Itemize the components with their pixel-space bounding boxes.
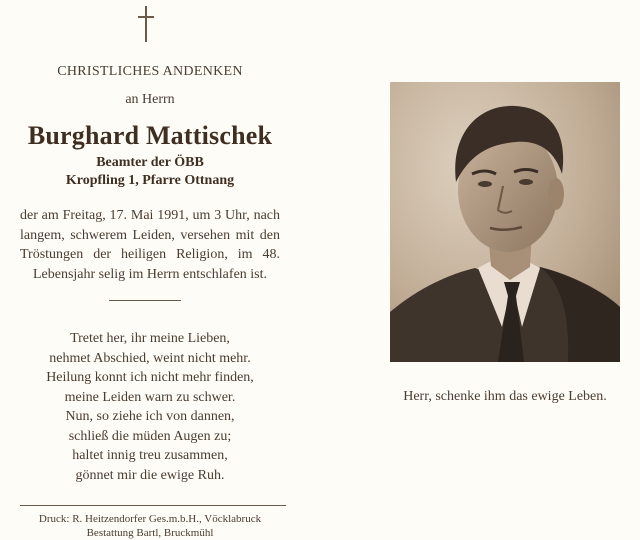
memorial-card-text <box>0 0 300 539</box>
divider <box>109 300 181 301</box>
footer-rule <box>20 505 286 506</box>
portrait-photo <box>390 82 620 362</box>
poem-line: meine Leiden warn zu schwer. <box>64 389 236 405</box>
printer-credit <box>0 512 300 540</box>
funeral-home-line: Bestattung Bartl, Bruckmühl <box>86 527 214 539</box>
cross-icon <box>135 6 157 42</box>
printer-line: Druck: R. Heitzendorfer Ges.m.b.H., Vöcklabruck <box>38 513 262 525</box>
occupation-line: Beamter der ÖBB <box>96 155 204 170</box>
photo-caption: Herr, schenke ihm das ewige Leben. <box>403 389 607 404</box>
poem-line: gönnet mir die ewige Ruh. <box>75 467 225 483</box>
portrait-image <box>390 82 620 362</box>
deceased-name: Burghard Mattischek <box>27 121 273 150</box>
addressee-line: an Herrn <box>125 92 175 107</box>
poem-line: Heilung konnt ich nicht mehr finden, <box>46 370 254 385</box>
poem <box>0 329 300 485</box>
poem-line: nehmet Abschied, weint nicht mehr. <box>49 350 251 366</box>
poem-line: haltet innig treu zusammen, <box>72 448 228 463</box>
card-heading: CHRISTLICHES ANDENKEN <box>57 64 243 79</box>
poem-line: Nun, so ziehe ich von dannen, <box>65 409 235 424</box>
death-notice-text: der am Freitag, 17. Mai 1991, um 3 Uhr, nach langem, schwerem Leiden, versehen mit den Tröstungen der heiligen Religion, im 48. Lebensjahr selig im Herrn entschlafen ist. <box>20 208 280 282</box>
poem-line: schließ die müden Augen zu; <box>68 428 232 444</box>
address-line: Kropfling 1, Pfarre Ottnang <box>65 173 235 188</box>
poem-line: Tretet her, ihr meine Lieben, <box>70 331 230 346</box>
